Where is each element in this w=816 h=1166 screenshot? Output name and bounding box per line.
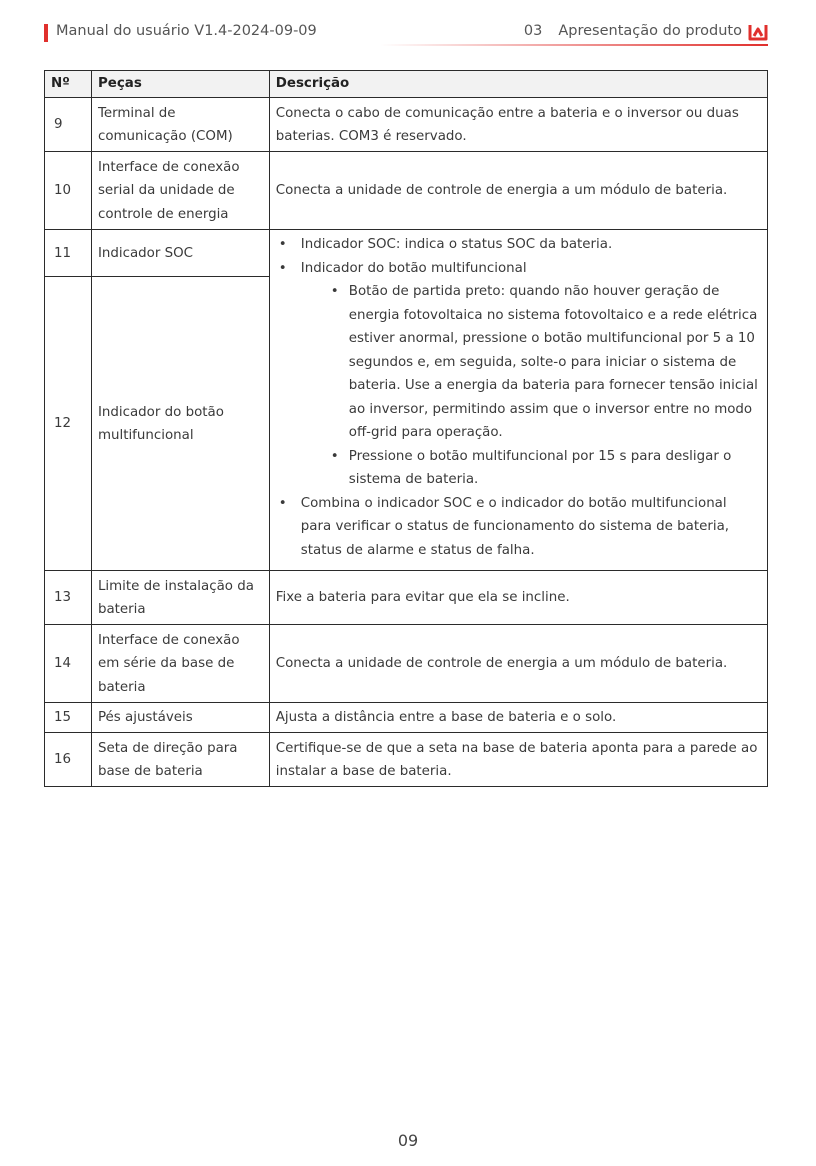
list-item: • Indicador SOC: indica o status SOC da bateria. [276,233,761,257]
row-number: 14 [45,625,92,703]
table-row [45,152,768,230]
table-row [45,625,768,703]
row-description: Conecta a unidade de controle de energia a um módulo de bateria. [269,152,767,230]
row-description: Certifique-se de que a seta na base de bateria aponta para a parede ao instalar a base de bateria. [269,733,767,787]
merged-description [269,230,767,571]
row-description: Conecta a unidade de controle de energia a um módulo de bateria. [269,625,767,703]
table-header-row [45,71,768,98]
row-description: Fixe a bateria para evitar que ela se incline. [269,571,767,625]
row-number: 9 [45,98,92,152]
sub-list-item: • Botão de partida preto: quando não houver geração de energia fotovoltaica no sistema fotovoltaico e a rede elétrica estiver anormal, pressione o botão multifuncional por 5 a 10 segundos e, em seguida, solte-o para iniciar o sistema de bateria. Use a energia da bateria para fornecer tensão inicial ao inversor, permitindo assim que o inversor entre no modo off-grid para operação. [325,280,761,445]
row-description: Ajusta a distância entre a base de bateria e o solo. [269,703,767,733]
list-item: • Combina o indicador SOC e o indicador do botão multifuncional para verificar o status de funcionamento do sistema de bateria, status de alarme e status de falha. [276,492,761,563]
row-part: Pés ajustáveis [91,703,269,733]
header-description: Descrição [269,71,767,98]
row-number: 16 [45,733,92,787]
header-rule [380,44,768,46]
table-row [45,703,768,733]
header-parts: Peças [91,71,269,98]
row-number: 13 [45,571,92,625]
row-part: Interface de conexão em série da base de bateria [91,625,269,703]
section-title: Apresentação do produto [558,23,742,39]
row-part: Indicador do botão multifuncional [91,277,269,571]
row-number: 12 [45,277,92,571]
sub-list-item: • Pressione o botão multifuncional por 15 s para desligar o sistema de bateria. [325,445,761,492]
section-heading [524,23,742,39]
row-part: Limite de instalação da bateria [91,571,269,625]
row-number: 10 [45,152,92,230]
row-description: Conecta o cabo de comunicação entre a bateria e o inversor ou duas baterias. COM3 é reservado. [269,98,767,152]
table-row [45,230,768,277]
row-part: Indicador SOC [91,230,269,277]
section-number: 03 [523,23,543,39]
sub-bullet-list [325,280,761,492]
table-row [45,571,768,625]
brand-w-logo-icon [748,22,768,42]
row-number: 11 [45,230,92,277]
header-accent-bar [44,24,48,42]
list-item [276,257,761,492]
row-part: Interface de conexão serial da unidade de controle de energia [91,152,269,230]
row-number: 15 [45,703,92,733]
header-number: Nº [45,71,92,98]
bullet-list [276,233,761,562]
page-number: 09 [397,1131,419,1150]
table-row [45,733,768,787]
table-row [45,98,768,152]
row-part: Seta de direção para base de bateria [91,733,269,787]
manual-title: Manual do usuário V1.4-2024-09-09 [56,23,317,39]
list-item-label: Indicador do botão multifuncional [300,260,527,276]
parts-table [44,70,768,787]
row-part: Terminal de comunicação (COM) [91,98,269,152]
